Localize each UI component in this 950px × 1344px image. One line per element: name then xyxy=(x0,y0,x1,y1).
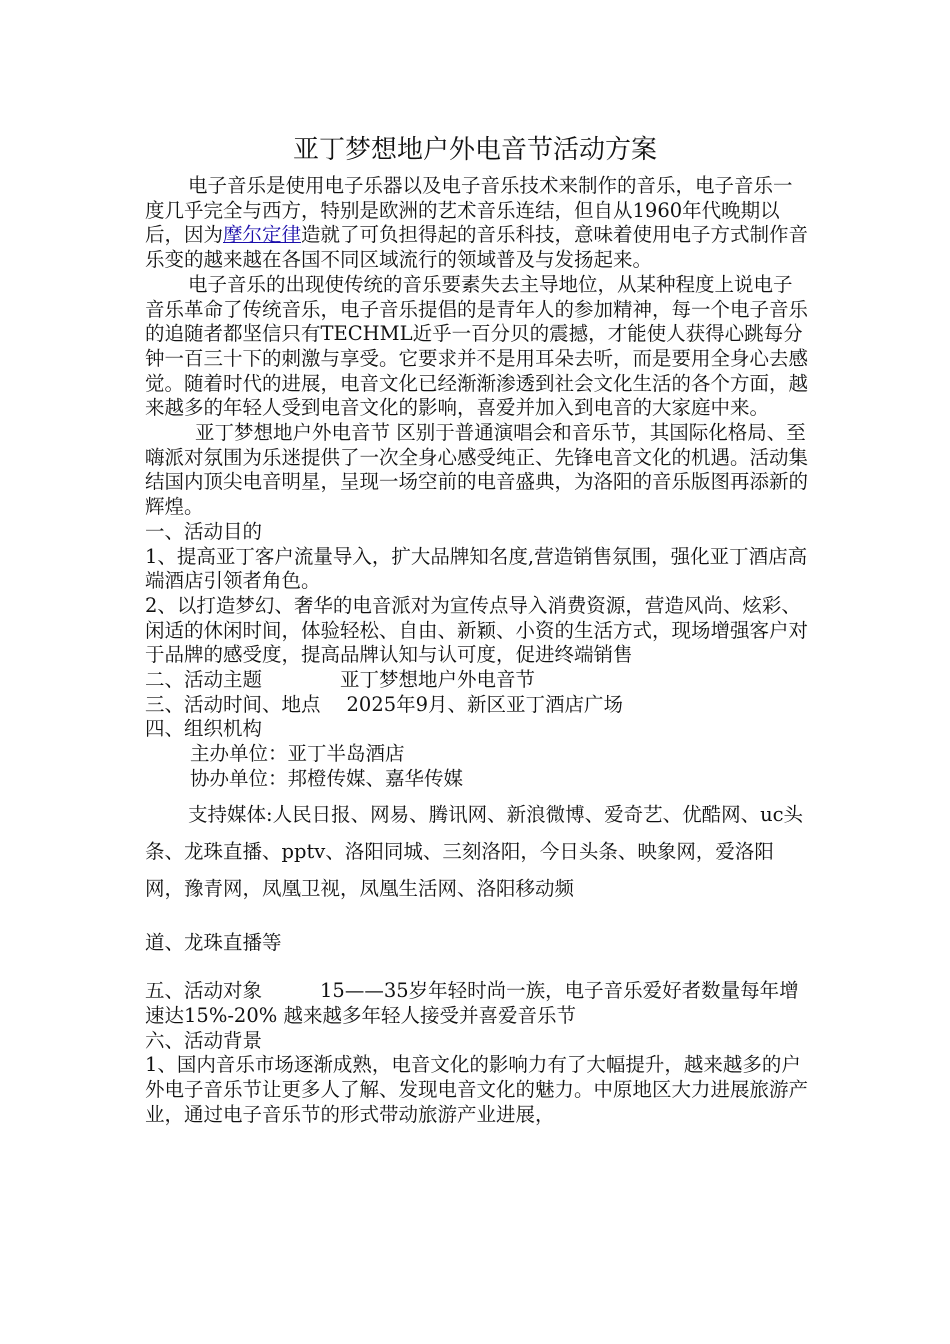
section-5-value: 15——35岁年轻时尚一族，电子音乐爱好者数量每年增速达15%-20% 越来越多年轻人接受并喜爱音乐节 xyxy=(145,979,799,1027)
section-5-paragraph xyxy=(145,979,810,1028)
section-2-label: 二、活动主题 xyxy=(145,668,263,692)
moores-law-link[interactable]: 摩尔定律 xyxy=(223,223,302,247)
intro-paragraph-2: 电子音乐的出现使传统的音乐要素失去主导地位，从某种程度上说电子音乐革命了传统音乐，电子音乐提倡的是青年人的参加精神，每一个电子音乐的追随者都坚信只有TECHML近乎一百分贝的震撼，才能使人获得心跳每分钟一百三十下的刺激与享受。它要求并不是用耳朵去听，而是要用全身心去感觉。随着时代的进展，电音文化已经渐渐渗透到社会文化生活的各个方面，越来越多的年轻人受到电音文化的影响，喜爱并加入到电音的大家庭中来。 xyxy=(145,272,809,420)
section-6-heading: 六、活动背景 xyxy=(145,1028,263,1052)
section-6-item-1: 1、国内音乐市场逐渐成熟，电音文化的影响力有了大幅提升，越来越多的户外电子音乐节让更多人了解、发现电音文化的魅力。中原地区大力进展旅游产业，通过电子音乐节的形式带动旅游产业进展， xyxy=(145,1053,809,1126)
section-1-item-1: 1、提高亚丁客户流量导入，扩大品牌知名度,营造销售氛围，强化亚丁酒店高端酒店引领者角色。 xyxy=(145,544,808,593)
section-2-line xyxy=(145,668,810,693)
section-5-label: 五、活动对象 xyxy=(145,979,263,1003)
supporting-media: 支持媒体:人民日报、网易、腾讯网、新浪微博、爱奇艺、优酷网、uc头条、龙珠直播、pptv、洛阳同城、三刻洛阳，今日头条、映象网，爱洛阳网，豫青网，凤凰卫视，凤凰生活网、洛阳移动频 xyxy=(145,802,804,900)
section-3-label: 三、活动时间、地点 xyxy=(145,692,321,716)
section-1-heading: 一、活动目的 xyxy=(145,519,263,543)
intro-paragraph-3: 亚丁梦想地户外电音节 区别于普通演唱会和音乐节，其国际化格局、至嗨派对氛围为乐迷提供了一次全身心感受纯正、先锋电音文化的机遇。活动集结国内顶尖电音明星，呈现一场空前的电音盛典，为洛阳的音乐版图再添新的辉煌。 xyxy=(145,421,809,519)
section-3-value: 2025年9月、新区亚丁酒店广场 xyxy=(346,692,624,716)
organizer-co: 协办单位：邦橙传媒、嘉华传媒 xyxy=(190,766,464,790)
document-body xyxy=(145,174,810,1128)
section-2-value: 亚丁梦想地户外电音节 xyxy=(340,668,536,692)
section-1-item-2: 2、以打造梦幻、奢华的电音派对为宣传点导入消费资源，营造风尚、炫彩、闲适的休闲时间，体验轻松、自由、新颖、小资的生活方式，现场增强客户对于品牌的感受度，提高品牌认知与认可度，促进终端销售 xyxy=(145,593,809,667)
section-4-heading: 四、组织机构 xyxy=(145,717,263,741)
organizer-host: 主办单位：亚丁半岛酒店 xyxy=(190,742,405,766)
intro-paragraph-1 xyxy=(145,174,810,273)
intro1-text-a: 电子音乐是使用电子乐器以及电子音乐技术来制作的音乐，电子音乐一度几乎完全与西方，特别是欧洲的艺术音乐连结，但自从1960年代晚期以后，因为 xyxy=(145,174,793,247)
section-3-line xyxy=(145,693,810,718)
intro1-text-b: 造就了可负担得起的音乐科技，意味着使用电子方式制作音乐变的越来越在各国不同区域流行的领域普及与发扬起来。 xyxy=(145,223,809,272)
page-title: 亚丁梦想地户外电音节活动方案 xyxy=(292,135,657,165)
supporting-media-end: 道、龙珠直播等 xyxy=(145,930,282,954)
